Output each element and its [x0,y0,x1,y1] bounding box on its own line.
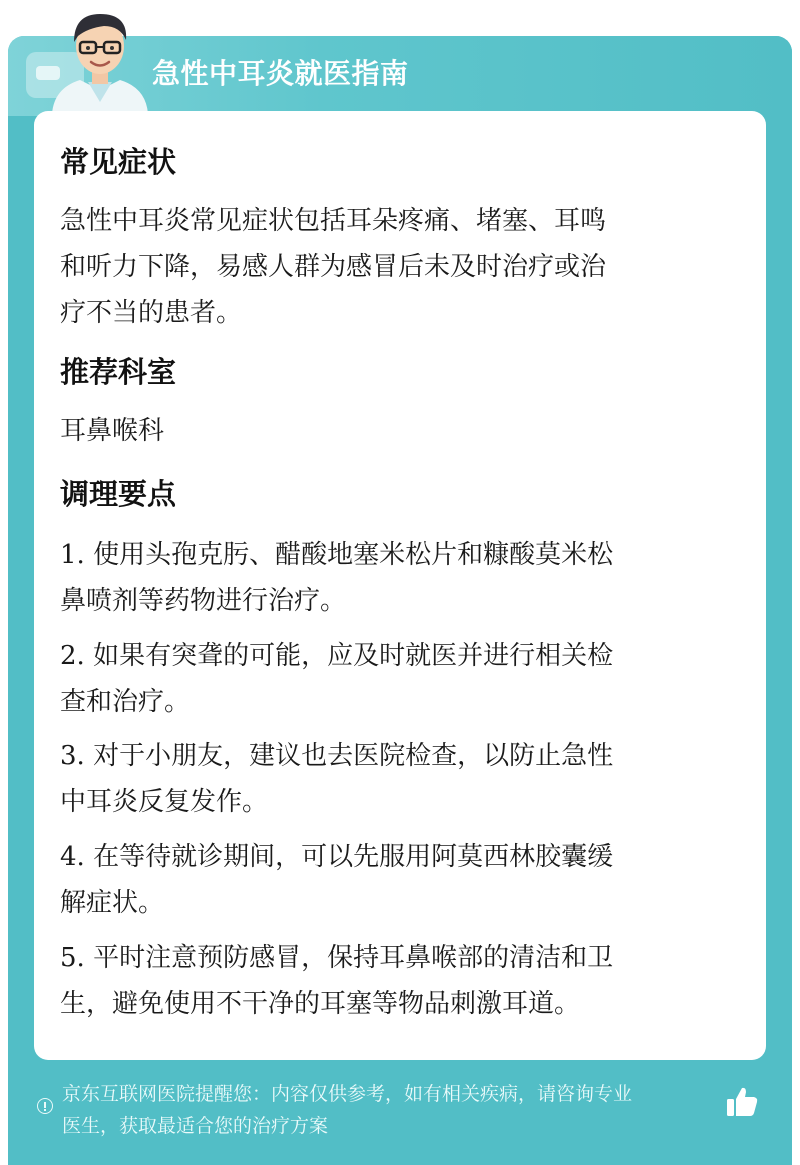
care-item-number: 4. [60,842,85,872]
care-item [60,633,736,725]
department-heading: 推荐科室 [60,355,177,389]
symptoms-line: 疗不当的患者。 [60,298,243,328]
care-item-text: 对于小朋友，建议也去医院检查，以防止急性 [84,741,614,771]
care-item-text: 在等待就诊期间，可以先服用阿莫西林胶囊缓 [84,842,614,872]
care-item-number: 5. [60,943,85,973]
care-item [60,532,736,624]
symptoms-line: 和听力下降，易感人群为感冒后未及时治疗或治 [60,252,607,282]
care-item-text: 解症状。 [60,888,165,918]
care-item-text: 如果有突聋的可能，应及时就医并进行相关检 [84,641,614,671]
info-circle-icon [37,1098,53,1114]
care-item-text: 生，避免使用不干净的耳塞等物品刺激耳道。 [60,989,581,1019]
care-item-text: 平时注意预防感冒，保持耳鼻喉部的清洁和卫 [84,943,614,973]
care-heading: 调理要点 [60,477,177,511]
thumbs-up-icon[interactable] [724,1084,760,1120]
care-item-number: 3. [60,741,85,771]
care-item-number: 2. [60,641,85,671]
symptoms-text [60,198,736,336]
care-item-text: 中耳炎反复发作。 [60,787,269,817]
care-item-text: 鼻喷剂等药物进行治疗。 [60,586,347,616]
symptoms-line: 急性中耳炎常见症状包括耳朵疼痛、堵塞、耳鸣 [60,206,607,236]
disclaimer-line: 医生，获取最适合您的治疗方案 [62,1115,329,1137]
symptoms-heading: 常见症状 [60,145,177,179]
department-value: 耳鼻喉科 [60,416,165,446]
page-title: 急性中耳炎就医指南 [152,57,409,90]
care-item [60,834,736,926]
care-item-text: 使用头孢克肟、醋酸地塞米松片和糠酸莫米松 [84,540,614,570]
care-item [60,733,736,825]
care-item [60,935,736,1027]
care-item-text: 查和治疗。 [60,687,191,717]
disclaimer-line: 京东互联网医院提醒您：内容仅供参考，如有相关疾病，请咨询专业 [62,1083,633,1105]
doctor-avatar [44,6,156,114]
care-item-number: 1. [60,540,85,570]
disclaimer [62,1078,730,1142]
